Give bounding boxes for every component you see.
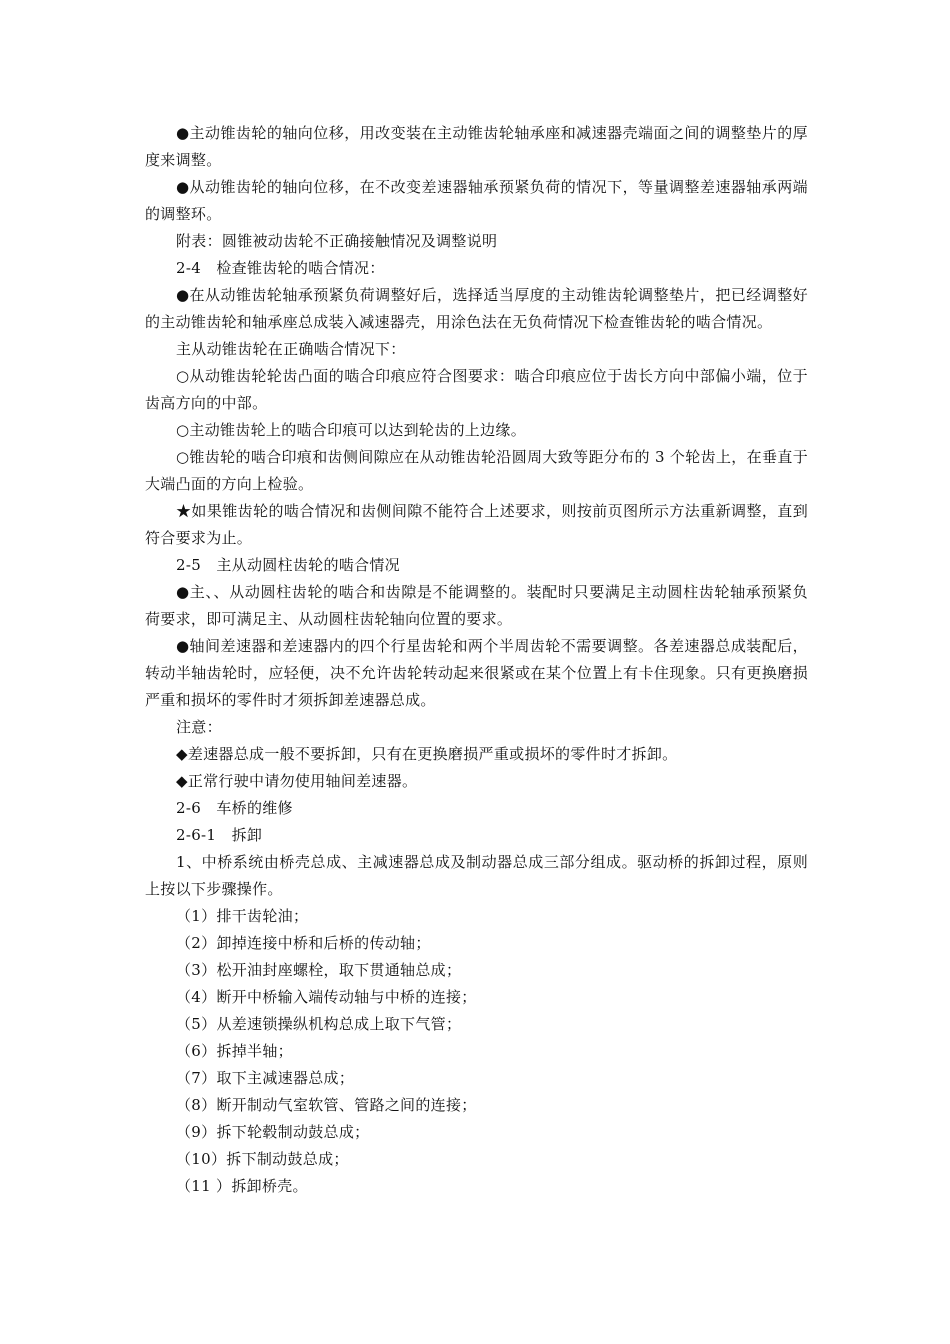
section-heading-2-6-1: 2-6-1 拆卸 [176,826,263,844]
paragraph-drive-gear-axial: ●主动锥齿轮的轴向位移，用改变装在主动锥齿轮轴承座和减速器壳端面之间的调整垫片的厚度来调整。 [145,124,808,169]
list-item: （4）断开中桥输入端传动轴与中桥的连接； [176,988,477,1006]
notice-item-1: ◆差速器总成一般不要拆卸，只有在更换磨损严重或损坏的零件时才拆卸。 [176,745,678,763]
paragraph-readjust-note: ★如果锥齿轮的啮合情况和齿侧间隙不能符合上述要求，则按前页图所示方法重新调整，直到符合要求为止。 [145,502,808,547]
paragraph-driven-gear-axial: ●从动锥齿轮的轴向位移，在不改变差速器轴承预紧负荷的情况下，等量调整差速器轴承两端的调整环。 [145,178,808,223]
document-body [145,120,808,1200]
paragraph-appendix-note: 附表：圆锥被动齿轮不正确接触情况及调整说明 [176,232,498,250]
section-heading-2-6: 2-6 车桥的维修 [176,799,293,817]
section-heading-2-5: 2-5 主从动圆柱齿轮的啮合情况 [176,556,400,574]
paragraph-correct-mesh-intro: 主从动锥齿轮在正确啮合情况下： [176,340,406,358]
paragraph-mesh-check: ●在从动锥齿轮轴承预紧负荷调整好后，选择适当厚度的主动锥齿轮调整垫片，把已经调整好的主动锥齿轮和轴承座总成装入减速器壳，用涂色法在无负荷情况下检查锥齿轮的啮合情况。 [145,286,808,331]
paragraph-cylindrical-gear-mesh: ●主、、从动圆柱齿轮的啮合和齿隙是不能调整的。装配时只要满足主动圆柱齿轮轴承预紧负荷要求，即可满足主、从动圆柱齿轮轴向位置的要求。 [145,583,808,628]
notice-heading: 注意： [176,718,222,736]
paragraph-driven-contact-pattern: ○从动锥齿轮轮齿凸面的啮合印痕应符合图要求：啮合印痕应位于齿长方向中部偏小端，位于齿高方向的中部。 [145,367,808,412]
list-item: （3）松开油封座螺栓，取下贯通轴总成； [176,961,462,979]
paragraph-backlash-check: ○锥齿轮的啮合印痕和齿侧间隙应在从动锥齿轮沿圆周大致等距分布的 3 个轮齿上，在垂直于大端凸面的方向上检验。 [145,448,808,493]
disassembly-steps-list [145,903,808,1200]
paragraph-differential-gears: ●轴间差速器和差速器内的四个行星齿轮和两个半周齿轮不需要调整。各差速器总成装配后，转动半轴齿轮时，应轻便，决不允许齿轮转动起来很紧或在某个位置上有卡住现象。只有更换磨损严重和损坏的零件时才须拆卸差速器总成。 [145,637,808,709]
list-item: （9）拆下轮毂制动鼓总成； [176,1123,370,1141]
list-item: （5）从差速锁操纵机构总成上取下气管； [176,1015,462,1033]
notice-item-2: ◆正常行驶中请勿使用轴间差速器。 [176,772,418,790]
list-item: （6）拆掉半轴； [176,1042,293,1060]
paragraph-disassembly-intro: 1、中桥系统由桥壳总成、主减速器总成及制动器总成三部分组成。驱动桥的拆卸过程，原则上按以下步骤操作。 [145,853,808,898]
list-item: （8）断开制动气室软管、管路之间的连接； [176,1096,477,1114]
list-item: （10）拆下制动鼓总成； [176,1150,349,1168]
paragraph-drive-contact-pattern: ○主动锥齿轮上的啮合印痕可以达到轮齿的上边缘。 [176,421,526,439]
list-item: （1）排干齿轮油； [176,907,309,925]
section-heading-2-4: 2-4 检查锥齿轮的啮合情况： [176,259,385,277]
list-item: （11 ）拆卸桥壳。 [176,1177,308,1195]
list-item: （7）取下主减速器总成； [176,1069,355,1087]
list-item: （2）卸掉连接中桥和后桥的传动轴； [176,934,431,952]
